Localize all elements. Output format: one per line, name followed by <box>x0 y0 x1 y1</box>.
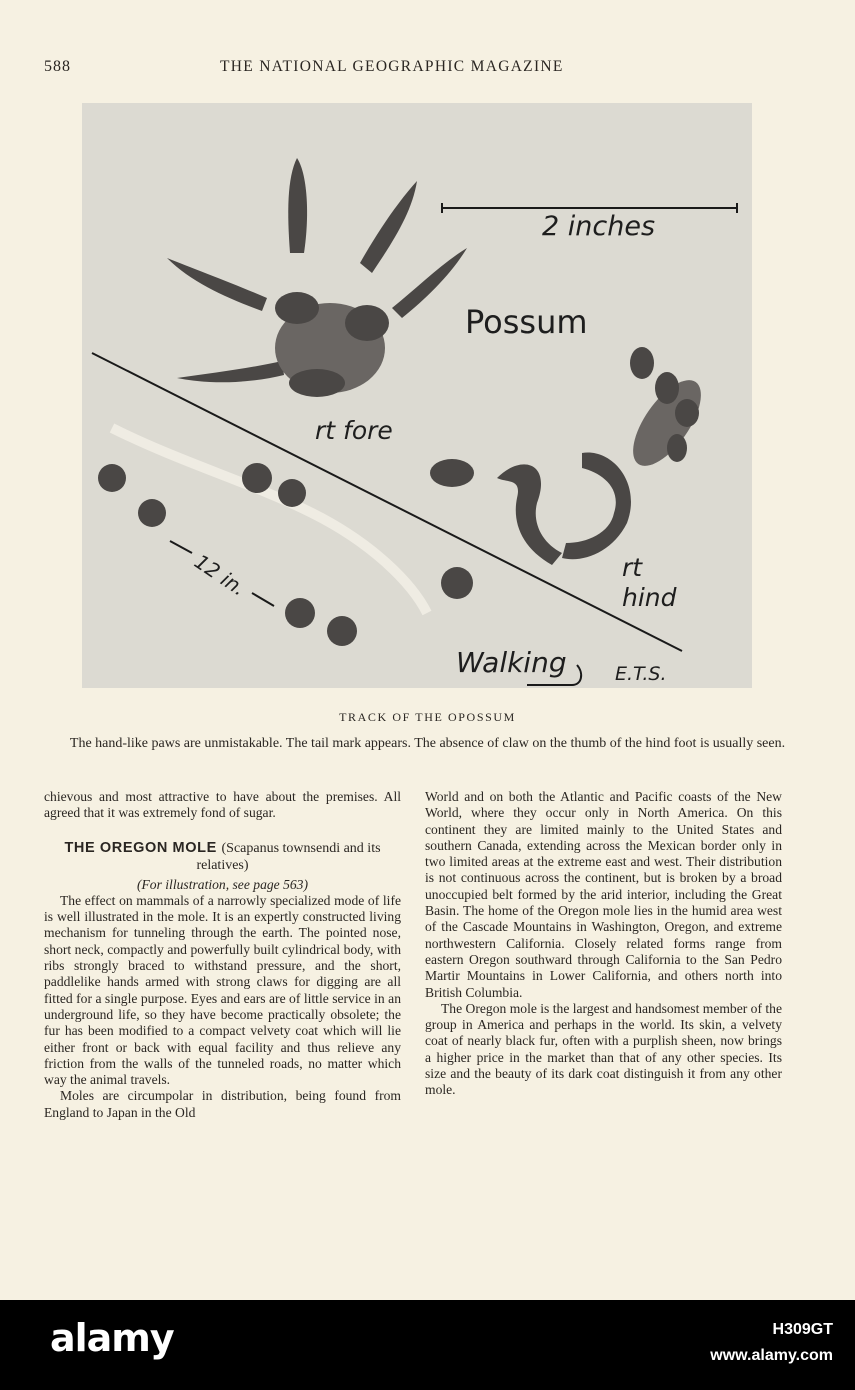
possum-label: Possum <box>465 303 588 341</box>
artist-initials: E.T.S. <box>615 663 667 685</box>
walking-label: Walking <box>456 646 567 679</box>
opossum-track-figure <box>82 103 752 688</box>
running-title: THE NATIONAL GEOGRAPHIC MAGAZINE <box>220 58 564 75</box>
divider-line <box>92 353 682 651</box>
fore-paw-print <box>167 158 467 397</box>
hind-paw-print <box>430 347 714 565</box>
paragraph: The effect on mammals of a narrowly specialized mode of life is well illustrated in the mole. It is an expertly constructed living mechanism for tunneling through the earth. The pointed nose, short neck, compactly and powerfully built cylindrical body, with ribs strongly braced to withstand pressure, and the short, paddlelike hands armed with strong claws for digging are all fitted for a single purpose. Eyes and ears are of little service in an underground life, so they have become practically obsolete; the fur has been modified to a compact velvety coat which will lie either front or back with equal facility and thus relieve any friction from the walls of the tunneled roads, no matter which way the animal travels. <box>44 892 401 1088</box>
section-heading-scientific: (Scapanus townsendi and its relatives) <box>196 840 381 873</box>
paragraph: Moles are circumpolar in distribution, being found from England to Japan in the Old <box>44 1088 401 1120</box>
paragraph: chievous and most attractive to have about the premises. All agreed that it was extremely fond of sugar. <box>44 789 401 821</box>
walking-prints <box>98 463 473 646</box>
image-id: H309GT <box>772 1321 833 1338</box>
scale-label: 2 inches <box>542 211 656 242</box>
paragraph: The Oregon mole is the largest and handsomest member of the group in America and perhaps in the world. Its skin, a velvety coat of nearly black fur, often with a purplish sheen, now brings a higher price in the market than that of any other species. Its size and the beauty of its dark coat distinguish it from any other mole. <box>425 1000 783 1098</box>
watermark-url: www.alamy.com <box>710 1347 833 1364</box>
illustration-reference: (For illustration, see page 563) <box>136 876 309 892</box>
left-column <box>44 789 401 1121</box>
rt-fore-label: rt fore <box>315 416 393 445</box>
alamy-logo: alamy <box>50 1316 174 1360</box>
section-heading-title: THE OREGON MOLE <box>64 839 217 856</box>
rt-hind-label-1: rt <box>622 553 643 582</box>
stride-label: 12 in. <box>190 549 251 601</box>
paragraph: World and on both the Atlantic and Pacific coasts of the New World, where they occur only in North America. On this continent they are limited mainly to the United States and southern Canada, extending across the Mexican border only in two limited areas at the extreme east and west. Their distribution is not continuous across the continent, but is broken by a broad unoccupied belt formed by the arid interior, including the Great Basin. The home of the Oregon mole lies in the humid area west of the Cascade Mountains in Washington, Oregon, and extreme northwestern California. Closely related forms range from eastern Oregon southward through California to the San Pedro Martir Mountains in Lower California, and others north into British Columbia. <box>425 789 782 1000</box>
page-number: 588 <box>44 58 71 75</box>
section-heading <box>44 840 401 874</box>
right-column <box>425 789 782 1099</box>
rt-hind-label-2: hind <box>622 583 677 612</box>
page-header <box>0 58 855 80</box>
figure-caption-title: TRACK OF THE OPOSSUM <box>339 710 516 724</box>
figure-caption-text: The hand-like paws are unmistakable. The tail mark appears. The absence of claw on the thumb of the hind foot is usually seen. <box>69 736 786 751</box>
